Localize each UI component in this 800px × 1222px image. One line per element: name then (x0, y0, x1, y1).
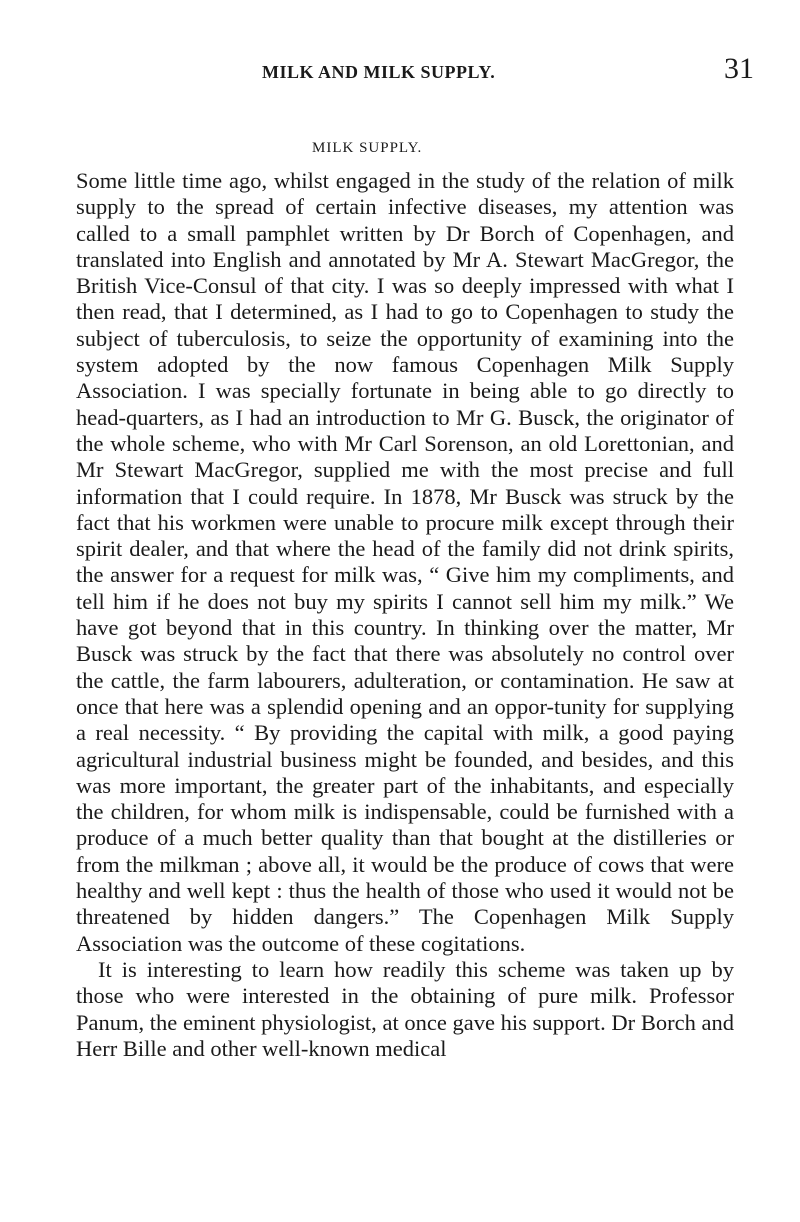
running-head: MILK AND MILK SUPPLY. (262, 62, 496, 82)
paragraph-1: Some little time ago, whilst engaged in the study of the relation of milk supply to the spread of certain infective diseases, my attention was called to a small pamphlet written by Dr Borch of Copenhagen, and translated into English and annotated by Mr A. Stewart MacGregor, the British Vice-Consul of that city. I was so deeply impressed with what I then read, that I determined, as I had to go to Copenhagen to study the subject of tuberculosis, to seize the opportunity of examining into the system adopted by the now famous Copenhagen Milk Supply Association. I was specially fortunate in being able to go directly to head-quarters, as I had an introduction to Mr G. Busck, the originator of the whole scheme, who with Mr Carl Sorenson, an old Lorettonian, and Mr Stewart MacGregor, supplied me with the most precise and full information that I could require. In 1878, Mr Busck was struck by the fact that his workmen were unable to procure milk except through their spirit dealer, and that where the head of the family did not drink spirits, the answer for a request for milk was, “ Give him my compliments, and tell him if he does not buy my spirits I cannot sell him my milk.” We have got beyond that in this country. In thinking over the matter, Mr Busck was struck by the fact that there was absolutely no control over the cattle, the farm labourers, adulteration, or contamination. He saw at once that here was a splendid opening and an oppor-tunity for supplying a real necessity. “ By providing the capital with milk, a good paying agricultural industrial business might be founded, and besides, and this was more important, the greater part of the inhabitants, and especially the children, for whom milk is indispensable, could be furnished with a produce of a much better quality than that bought at the distilleries or from the milkman ; above all, it would be the produce of cows that were healthy and well kept : thus the health of those who used it would not be threatened by hidden dangers.” The Copenhagen Milk Supply Association was the outcome of these cogitations. (76, 168, 734, 956)
section-title: MILK SUPPLY. (312, 140, 423, 156)
body-text (76, 168, 734, 1062)
page-number: 31 (724, 52, 754, 85)
paragraph-2: It is interesting to learn how readily this scheme was taken up by those who were interested in the obtaining of pure milk. Professor Panum, the eminent physiologist, at once gave his support. Dr Borch and Herr Bille and other well-known medical (76, 956, 734, 1061)
